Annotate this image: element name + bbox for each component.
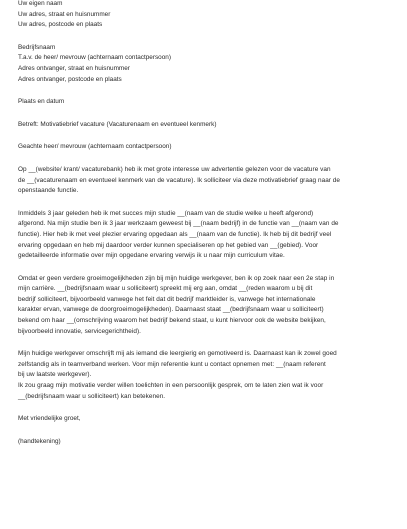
recipient-company: Bedrijfsnaam: [18, 43, 56, 51]
paragraph-line: openstaande functie.: [18, 187, 79, 195]
paragraph-intro: [18, 165, 394, 197]
paragraph-line: ervaring opgedaan en heb mij daardoor verder kunnen specialiseren op het gebied van __(gebied). Voor: [18, 241, 319, 249]
paragraph-line: Ik zou graag mijn motivatie verder willen toelichten in een persoonlijk gesprek, om te laten zien wat ik voor: [18, 382, 324, 390]
paragraph-line: __(bedrijfsnaam waar u solliciteert) kan betekenen.: [18, 392, 166, 400]
sender-name: Uw eigen naam: [18, 0, 63, 7]
paragraph-line: afgerond. Na mijn studie ben ik 3 jaar werkzaam geweest bij __(naam bedrijf) in de functie van __(naam van de: [18, 220, 339, 228]
recipient-attention: T.a.v. de heer/ mevrouw (achternaam contactpersoon): [18, 54, 171, 62]
signature: (handtekening): [18, 437, 61, 445]
paragraph-line: bijvoorbeeld innovatie, servicegerichtheid).: [18, 327, 141, 335]
paragraph-line: de __(vacaturenaam en eventueel kenmerk van de vacature). Ik solliciteer via deze motivatiebrief graag naar de: [18, 176, 341, 184]
paragraph-line: bekend om haar __(omschrijving waarom het bedrijf bekend staat, u kunt hiervoor ook de website bekijken,: [18, 317, 326, 325]
paragraph-line: Omdat er geen verdere groeimogelijkheden zijn bij mijn huidige werkgever, ben ik op zoek naar een 2e stap in: [18, 274, 335, 282]
subject-line: Betreft: Motivatiebrief vacature (Vacaturenaam en eventueel kenmerk): [18, 120, 217, 128]
salutation: Geachte heer/ mevrouw (achternaam contactpersoon): [18, 143, 172, 151]
paragraph-reference: [18, 349, 394, 402]
sender-postcode-city: Uw adres, postcode en plaats: [18, 21, 103, 29]
place-date: Plaats en datum: [18, 98, 65, 106]
paragraph-line: mijn carrière. __(bedrijfsnaam waar u solliciteert) spreekt mij erg aan, omdat __(reden waarom u bij dit: [18, 285, 313, 293]
recipient-postcode-city: Adres ontvanger, postcode en plaats: [18, 75, 122, 83]
paragraph-line: Op __(website/ krant/ vacaturebank) heb ik met grote interesse uw advertentie gelezen voor de vacature van: [18, 165, 331, 173]
paragraph-line: Inmiddels 3 jaar geleden heb ik met succes mijn studie __(naam van de studie welke u heeft afgerond): [18, 209, 314, 217]
recipient-street: Adres ontvanger, straat en huisnummer: [18, 64, 130, 72]
recipient-block: [18, 43, 394, 85]
paragraph-motivation: [18, 274, 394, 338]
paragraph-experience: [18, 209, 394, 262]
closing: Met vriendelijke groet,: [18, 415, 81, 423]
paragraph-line: karakter ervan, vanwege de doorgroeimogelijkheden). Daarnaast staat __(bedrijfsnaam waar u solliciteert): [18, 306, 324, 314]
sender-block: [18, 0, 394, 31]
paragraph-line: zelfstandig als in teamverband werken. Voor mijn referentie kunt u contact opnemen met: __(naam referent: [18, 360, 326, 368]
paragraph-line: Mijn huidige werkgever omschrijft mij als iemand die leergierig en gemotiveerd is. Daarnaast kan ik zowel goed: [18, 350, 337, 358]
paragraph-line: gedetailleerde informatie over mijn opgedane ervaring verwijs ik u naar mijn curriculum vitae.: [18, 252, 285, 260]
paragraph-line: functie). Hier heb ik met veel plezier ervaring opgedaan als __(naam van de functie). Ik heb bij dit bedrijf veel: [18, 230, 332, 238]
sender-street: Uw adres, straat en huisnummer: [18, 10, 111, 18]
paragraph-line: bedrijf solliciteert, bijvoorbeeld vanwege het feit dat dit bedrijf marktleider is, vanwege het internationale: [18, 295, 316, 303]
paragraph-line: bij uw laatste werkgever).: [18, 371, 92, 379]
letter-document: [18, 0, 394, 447]
